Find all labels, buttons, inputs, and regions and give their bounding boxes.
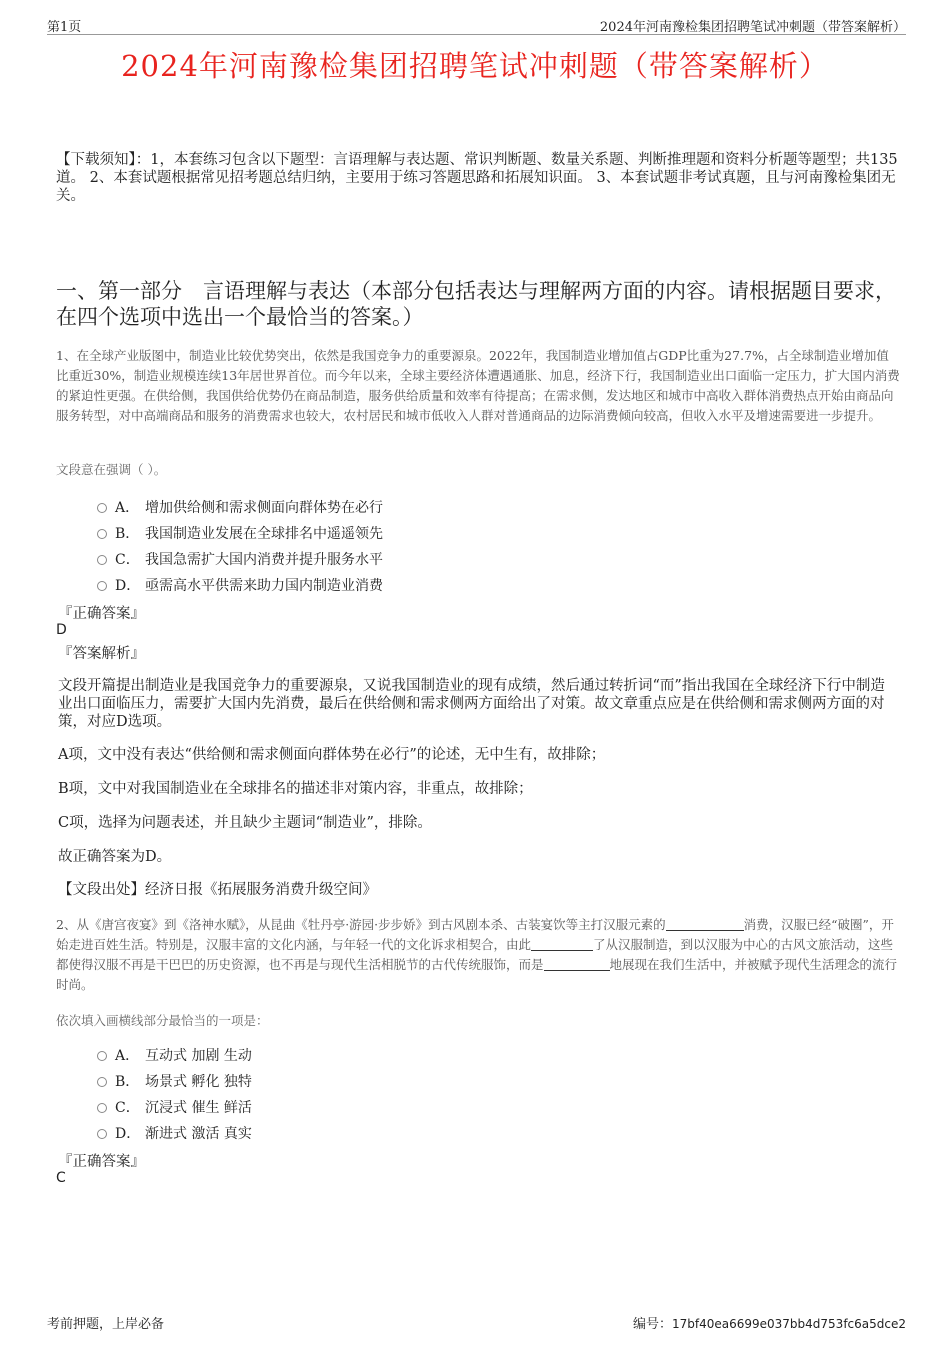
fill-blank-1 — [666, 918, 744, 931]
question-2-prompt: 依次填入画横线部分最恰当的一项是： — [56, 1013, 269, 1028]
question-1-source: 【文段出处】经济日报《拓展服务消费升级空间》 — [58, 882, 377, 898]
footer-code: 编号：17bf40ea6699e037bb4d753fc6a5dce2 — [632, 1317, 906, 1332]
page-header — [47, 14, 906, 35]
radio-icon[interactable] — [97, 1051, 107, 1061]
header-doc-title: 2024年河南豫检集团招聘笔试冲刺题（带答案解析） — [599, 20, 906, 35]
question-1-analysis-label: 『答案解析』 — [58, 646, 145, 662]
radio-icon[interactable] — [97, 503, 107, 513]
page-number-label: 第1页 — [47, 20, 82, 35]
download-notice: 【下载须知】：1，本套练习包含以下题型：言语理解与表达题、常识判断题、数量关系题、判断推理题和资料分析题等题型；共135道。 2、本套试题根据常见招考题总结归纳，主要用于练习答题思路和拓展知识面。 3、本套试题非考试真题，且与河南豫检集团无关。 — [56, 152, 898, 204]
question-2-answer-label: 『正确答案』 — [58, 1154, 145, 1170]
radio-icon[interactable] — [97, 1103, 107, 1113]
question-1-option-b[interactable]: B． 我国制造业发展在全球排名中遥遥领先 — [97, 523, 383, 543]
question-2-option-d[interactable]: D． 渐进式 激活 真实 — [97, 1123, 252, 1143]
question-2-text: 2、从《唐宫夜宴》到《洛神水赋》，从昆曲《牡丹亭·游园·步步娇》到古风剧本杀、古装宴饮等主打汉服元素的 消费，汉服已经“破圈”，开始走进百姓生活。特别是，汉服丰富的文化内涵，与年轻一代的文化诉求相契合，由此 了从汉服制造，到以汉服为中心的古风文旅活动，这些都使得汉服不再是干巴巴的历史资源，也不再是与现代生活相脱节的古代传统服饰，而是 地展现在我们生活中，并被赋予现代生活理念的流行时尚。 — [56, 917, 898, 992]
document-title: 2024年河南豫检集团招聘笔试冲刺题（带答案解析） — [121, 49, 829, 83]
question-2-option-a[interactable]: A． 互动式 加剧 生动 — [97, 1045, 252, 1065]
question-2-option-c[interactable]: C． 沉浸式 催生 鲜活 — [97, 1097, 252, 1117]
question-1-text: 1、在全球产业版图中，制造业比较优势突出，依然是我国竞争力的重要源泉。2022年，我国制造业增加值占GDP比重为27.7%，占全球制造业增加值比重近30%，制造业规模连续13年居世界首位。而今年以来，全球主要经济体遭遇通胀、加息，经济下行，我国制造业出口面临一定压力，扩大国内消费的紧迫性更强。在供给侧，我国供给优势仍在商品制造，服务供给质量和效率有待提高；在需求侧，发达地区和城市中高收入群体消费热点开始由商品向服务转型，对中高端商品和服务的消费需求也较大，农村居民和城市低收入人群对普通商品的边际消费倾向较高，但收入水平及增速需要进一步提升。 — [56, 348, 900, 423]
question-1-option-d[interactable]: D． 亟需高水平供需来助力国内制造业消费 — [97, 575, 383, 595]
section-heading: 一、第一部分 言语理解与表达（本部分包括表达与理解两方面的内容。请根据题目要求，在四个选项中选出一个最恰当的答案。） — [56, 279, 896, 329]
question-2-answer: C — [56, 1170, 66, 1186]
question-1-analysis-option-a: A项，文中没有表达“供给侧和需求侧面向群体势在必行”的论述，无中生有，故排除； — [58, 747, 606, 763]
fill-blank-2 — [531, 938, 593, 951]
radio-icon[interactable] — [97, 529, 107, 539]
fill-blank-3 — [544, 958, 610, 971]
question-1-answer: D — [56, 622, 67, 638]
question-1-option-c[interactable]: C． 我国急需扩大国内消费并提升服务水平 — [97, 549, 383, 569]
question-1-analysis-conclusion: 故正确答案为D。 — [58, 849, 172, 865]
question-1-analysis-option-c: C项，选择为问题表述，并且缺少主题词“制造业”，排除。 — [58, 815, 432, 831]
question-1-prompt: 文段意在强调（ ）。 — [56, 462, 167, 477]
radio-icon[interactable] — [97, 1077, 107, 1087]
question-2-option-b[interactable]: B． 场景式 孵化 独特 — [97, 1071, 252, 1091]
question-1-analysis-paragraph: 文段开篇提出制造业是我国竞争力的重要源泉，又说我国制造业的现有成绩，然后通过转折词“而”指出我国在全球经济下行中制造业出口面临压力，需要扩大国内先消费，最后在供给侧和需求侧两方面给出了对策。故文章重点应是在供给侧和需求侧两方面的对策，对应D选项。 — [58, 678, 885, 730]
footer-slogan: 考前押题，上岸必备 — [47, 1317, 165, 1332]
radio-icon[interactable] — [97, 1129, 107, 1139]
question-1-option-a[interactable]: A． 增加供给侧和需求侧面向群体势在必行 — [97, 497, 383, 517]
radio-icon[interactable] — [97, 581, 107, 591]
question-1-answer-label: 『正确答案』 — [58, 606, 145, 622]
question-1-analysis-option-b: B项，文中对我国制造业在全球排名的描述非对策内容，非重点，故排除； — [58, 781, 533, 797]
radio-icon[interactable] — [97, 555, 107, 565]
